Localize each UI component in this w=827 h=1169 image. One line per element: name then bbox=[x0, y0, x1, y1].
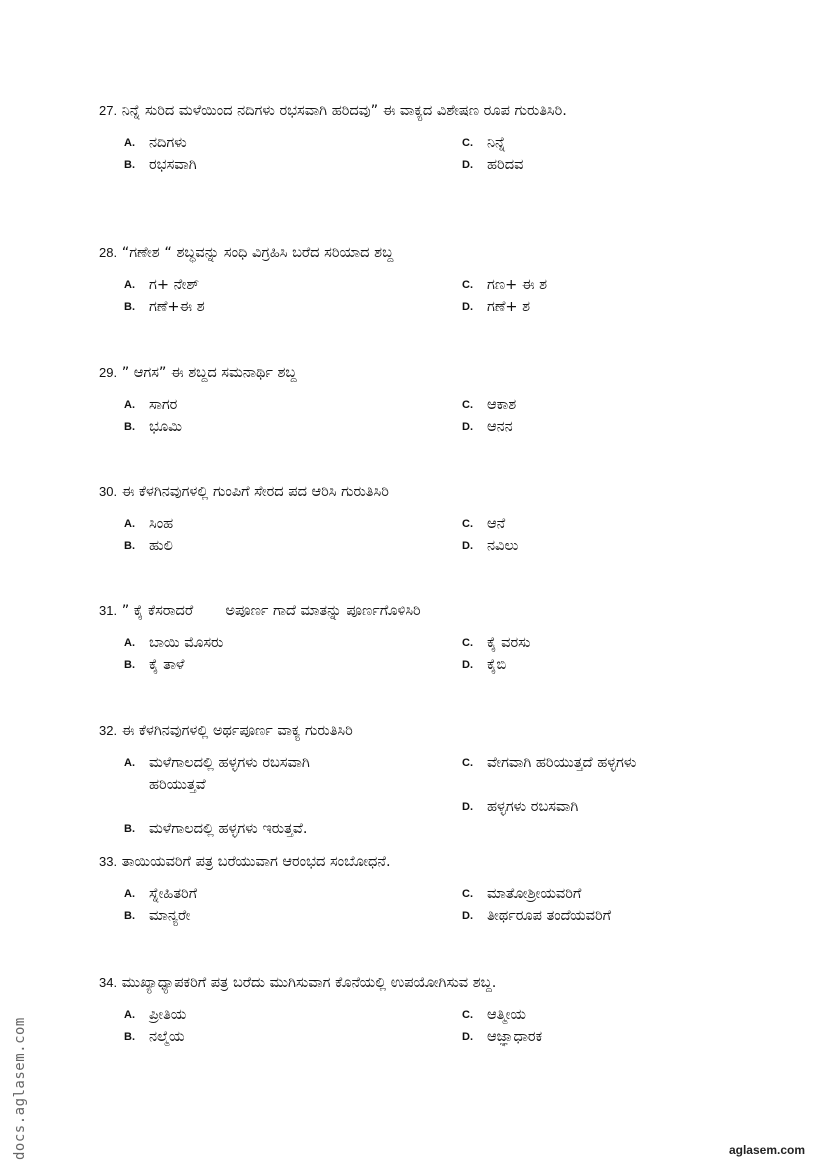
option-b bbox=[99, 535, 437, 557]
options-grid bbox=[99, 513, 719, 557]
option-letter: A. bbox=[124, 399, 135, 411]
option-text: ಸಾಗರ bbox=[149, 397, 178, 413]
option-letter: B. bbox=[124, 540, 135, 552]
option-text: ರಭಸವಾಗಿ bbox=[149, 157, 197, 173]
question-number: 32. bbox=[99, 723, 118, 738]
option-a bbox=[99, 394, 437, 416]
question-body: ಈ ಕೆಳಗಿನವುಗಳಲ್ಲಿ ಅರ್ಥಪೂರ್ಣ ವಾಕ್ಯ ಗುರುತಿಸಿರಿ bbox=[121, 723, 353, 739]
option-text: ಹರಿದವ bbox=[487, 157, 524, 173]
option-c bbox=[437, 752, 719, 796]
question-number: 28. bbox=[99, 245, 118, 260]
question-body: ತಾಯಿಯವರಿಗೆ ಪತ್ರ ಬರೆಯುವಾಗ ಆರಂಭದ ಸಂಬೋಧನೆ. bbox=[121, 854, 391, 870]
option-letter: A. bbox=[124, 279, 135, 291]
option-letter: C. bbox=[462, 637, 473, 649]
question-29 bbox=[99, 362, 719, 438]
option-text: ಮಾತೋಶ್ರೀಯವರಿಗೆ bbox=[487, 886, 582, 902]
option-a bbox=[99, 632, 437, 654]
option-text: ಆತ್ಮೀಯ bbox=[487, 1007, 526, 1023]
question-number: 31. bbox=[99, 603, 118, 618]
question-33 bbox=[99, 851, 719, 927]
option-letter: D. bbox=[462, 801, 473, 813]
question-text bbox=[99, 720, 719, 742]
option-text: ಪ್ರೀತಿಯ bbox=[149, 1007, 187, 1023]
option-letter: C. bbox=[462, 399, 473, 411]
option-d bbox=[437, 796, 719, 818]
options-grid bbox=[99, 394, 719, 438]
option-text: ಕೈಬಿ bbox=[487, 657, 507, 673]
option-text: ಆನನ bbox=[487, 419, 513, 435]
option-d bbox=[437, 416, 719, 438]
option-c bbox=[437, 274, 719, 296]
option-text: ಸ್ನೇಹಿತರಿಗೆ bbox=[149, 886, 198, 902]
option-letter: A. bbox=[124, 757, 135, 769]
option-text: ಆನೆ bbox=[487, 516, 506, 532]
option-text: ಹುಲಿ bbox=[149, 538, 173, 554]
option-letter: D. bbox=[462, 1031, 473, 1043]
option-text: ನಿನ್ನೆ bbox=[487, 135, 506, 151]
option-a bbox=[99, 1004, 437, 1026]
option-d bbox=[437, 1026, 719, 1048]
option-letter: B. bbox=[124, 910, 135, 922]
option-text: ಗ+ ನೇಶ್ bbox=[149, 277, 200, 293]
option-c bbox=[437, 1004, 719, 1026]
option-text: ಮಳೆಗಾಲದಲ್ಲಿ ಹಳ್ಳಗಳು ರಬಸವಾಗಿ ಹರಿಯುತ್ತವೆ bbox=[149, 755, 310, 793]
question-number: 34. bbox=[99, 975, 118, 990]
option-letter: C. bbox=[462, 279, 473, 291]
option-letter: A. bbox=[124, 137, 135, 149]
question-body: ಮುಖ್ಯಾಧ್ಯಾಪಕರಿಗೆ ಪತ್ರ ಬರೆದು ಮುಗಿಸುವಾಗ ಕೊನೆಯಲ್ಲಿ ಉಪಯೋಗಿಸುವ ಶಬ್ದ. bbox=[121, 975, 497, 991]
option-letter: C. bbox=[462, 888, 473, 900]
option-letter: D. bbox=[462, 540, 473, 552]
option-letter: A. bbox=[124, 637, 135, 649]
question-body: ” ಆಗಸ” ಈ ಶಬ್ದದ ಸಮನಾರ್ಥಿ ಶಬ್ದ bbox=[121, 365, 297, 381]
option-text: ತೀರ್ಥರೂಪ ತಂದೆಯವರಿಗೆ bbox=[487, 908, 612, 924]
question-number: 29. bbox=[99, 365, 118, 380]
option-text: ಹಳ್ಳಗಳು ರಬಸವಾಗಿ bbox=[487, 799, 579, 815]
option-a bbox=[99, 752, 437, 796]
option-letter: B. bbox=[124, 659, 135, 671]
option-text: ಗಣೆ+ ಶ bbox=[487, 299, 531, 315]
options-grid bbox=[99, 883, 719, 927]
option-c bbox=[437, 394, 719, 416]
option-text: ನವಿಲು bbox=[487, 538, 519, 554]
option-text: ಸಿಂಹ bbox=[149, 516, 174, 532]
option-text: ಮಳೆಗಾಲದಲ್ಲಿ ಹಳ್ಳಗಳು ಇರುತ್ತವೆ. bbox=[149, 821, 308, 837]
question-body: ಈ ಕೆಳಗಿನವುಗಳಲ್ಲಿ ಗುಂಪಿಗೆ ಸೇರದ ಪದ ಆರಿಸಿ ಗುರುತಿಸಿರಿ bbox=[121, 484, 389, 500]
option-letter: D. bbox=[462, 910, 473, 922]
options-grid bbox=[99, 132, 719, 176]
question-34 bbox=[99, 972, 719, 1048]
option-letter: B. bbox=[124, 159, 135, 171]
option-letter: B. bbox=[124, 823, 135, 835]
option-d bbox=[437, 905, 719, 927]
question-body: ” ಕೈ ಕೆಸರಾದರೆ ಅಪೂರ್ಣ ಗಾದೆ ಮಾತನ್ನು ಪೂರ್ಣಗೊಳಿಸಿರಿ bbox=[121, 603, 421, 619]
option-letter: D. bbox=[462, 159, 473, 171]
option-letter: A. bbox=[124, 518, 135, 530]
question-body: ನಿನ್ನೆ ಸುರಿದ ಮಳೆಯಿಂದ ನದಿಗಳು ರಭಸವಾಗಿ ಹರಿದವು” ಈ ವಾಕ್ಯದ ವಿಶೇಷಣ ರೂಪ ಗುರುತಿಸಿರಿ. bbox=[121, 103, 567, 119]
option-c bbox=[437, 632, 719, 654]
option-text: ನಲ್ಮೆಯ bbox=[149, 1029, 185, 1045]
option-b bbox=[99, 416, 437, 438]
option-letter: B. bbox=[124, 1031, 135, 1043]
option-text: ಭೂಮಿ bbox=[149, 419, 183, 435]
option-text: ನದಿಗಳು bbox=[149, 135, 187, 151]
question-text bbox=[99, 242, 719, 264]
question-text bbox=[99, 100, 719, 122]
option-letter: C. bbox=[462, 518, 473, 530]
option-b bbox=[99, 1026, 437, 1048]
option-text: ಬಾಯಿ ಮೊಸರು bbox=[149, 635, 224, 651]
option-letter: D. bbox=[462, 301, 473, 313]
option-a bbox=[99, 132, 437, 154]
option-b bbox=[99, 654, 437, 676]
option-d bbox=[437, 296, 719, 318]
option-letter: B. bbox=[124, 421, 135, 433]
option-text: ಕೈ ತಾಳೆ bbox=[149, 657, 185, 673]
question-text bbox=[99, 972, 719, 994]
option-text: ಮಾನ್ಯರೇ bbox=[149, 908, 191, 924]
question-28 bbox=[99, 242, 719, 318]
option-letter: D. bbox=[462, 659, 473, 671]
question-31 bbox=[99, 600, 719, 676]
question-number: 27. bbox=[99, 103, 118, 118]
option-c bbox=[437, 883, 719, 905]
option-letter: A. bbox=[124, 888, 135, 900]
option-text: ಆಜ್ಞಾಧಾರಕ bbox=[487, 1029, 543, 1045]
options-grid bbox=[99, 1004, 719, 1048]
option-text: ಆಕಾಶ bbox=[487, 397, 517, 413]
option-text: ಗಣ+ ಈ ಶ bbox=[487, 277, 548, 293]
option-letter: C. bbox=[462, 757, 473, 769]
side-watermark: docs.aglasem.com bbox=[12, 1017, 28, 1160]
question-number: 33. bbox=[99, 854, 118, 869]
option-a bbox=[99, 883, 437, 905]
option-b bbox=[99, 154, 437, 176]
question-number: 30. bbox=[99, 484, 118, 499]
option-b bbox=[99, 905, 437, 927]
question-body: “ಗಣೇಶ “ ಶಬ್ಧವನ್ನು ಸಂಧಿ ವಿಗ್ರಹಿಸಿ ಬರೆದ ಸರಿಯಾದ ಶಬ್ದ bbox=[121, 245, 394, 261]
option-c bbox=[437, 132, 719, 154]
option-d bbox=[437, 535, 719, 557]
option-letter: C. bbox=[462, 1009, 473, 1021]
question-27 bbox=[99, 100, 719, 176]
corner-watermark: aglasem.com bbox=[728, 1143, 805, 1157]
question-text bbox=[99, 851, 719, 873]
options-grid bbox=[99, 632, 719, 676]
option-b bbox=[99, 296, 437, 318]
option-c bbox=[437, 513, 719, 535]
option-letter: B. bbox=[124, 301, 135, 313]
option-text: ಗಣೆ+ಈ ಶ bbox=[149, 299, 205, 315]
question-text bbox=[99, 362, 719, 384]
question-text bbox=[99, 600, 719, 622]
options-grid bbox=[99, 274, 719, 318]
option-text: ಕೈ ವರಸು bbox=[487, 635, 531, 651]
option-letter: A. bbox=[124, 1009, 135, 1021]
option-a bbox=[99, 513, 437, 535]
option-letter: D. bbox=[462, 421, 473, 433]
option-text: ವೇಗವಾಗಿ ಹರಿಯುತ್ತದೆ ಹಳ್ಳಗಳು bbox=[487, 755, 637, 771]
option-a bbox=[99, 274, 437, 296]
question-30 bbox=[99, 481, 719, 557]
option-d bbox=[437, 154, 719, 176]
option-b bbox=[99, 818, 437, 840]
options-grid bbox=[99, 752, 719, 840]
option-d bbox=[437, 654, 719, 676]
question-text bbox=[99, 481, 719, 503]
option-letter: C. bbox=[462, 137, 473, 149]
question-32 bbox=[99, 720, 719, 840]
